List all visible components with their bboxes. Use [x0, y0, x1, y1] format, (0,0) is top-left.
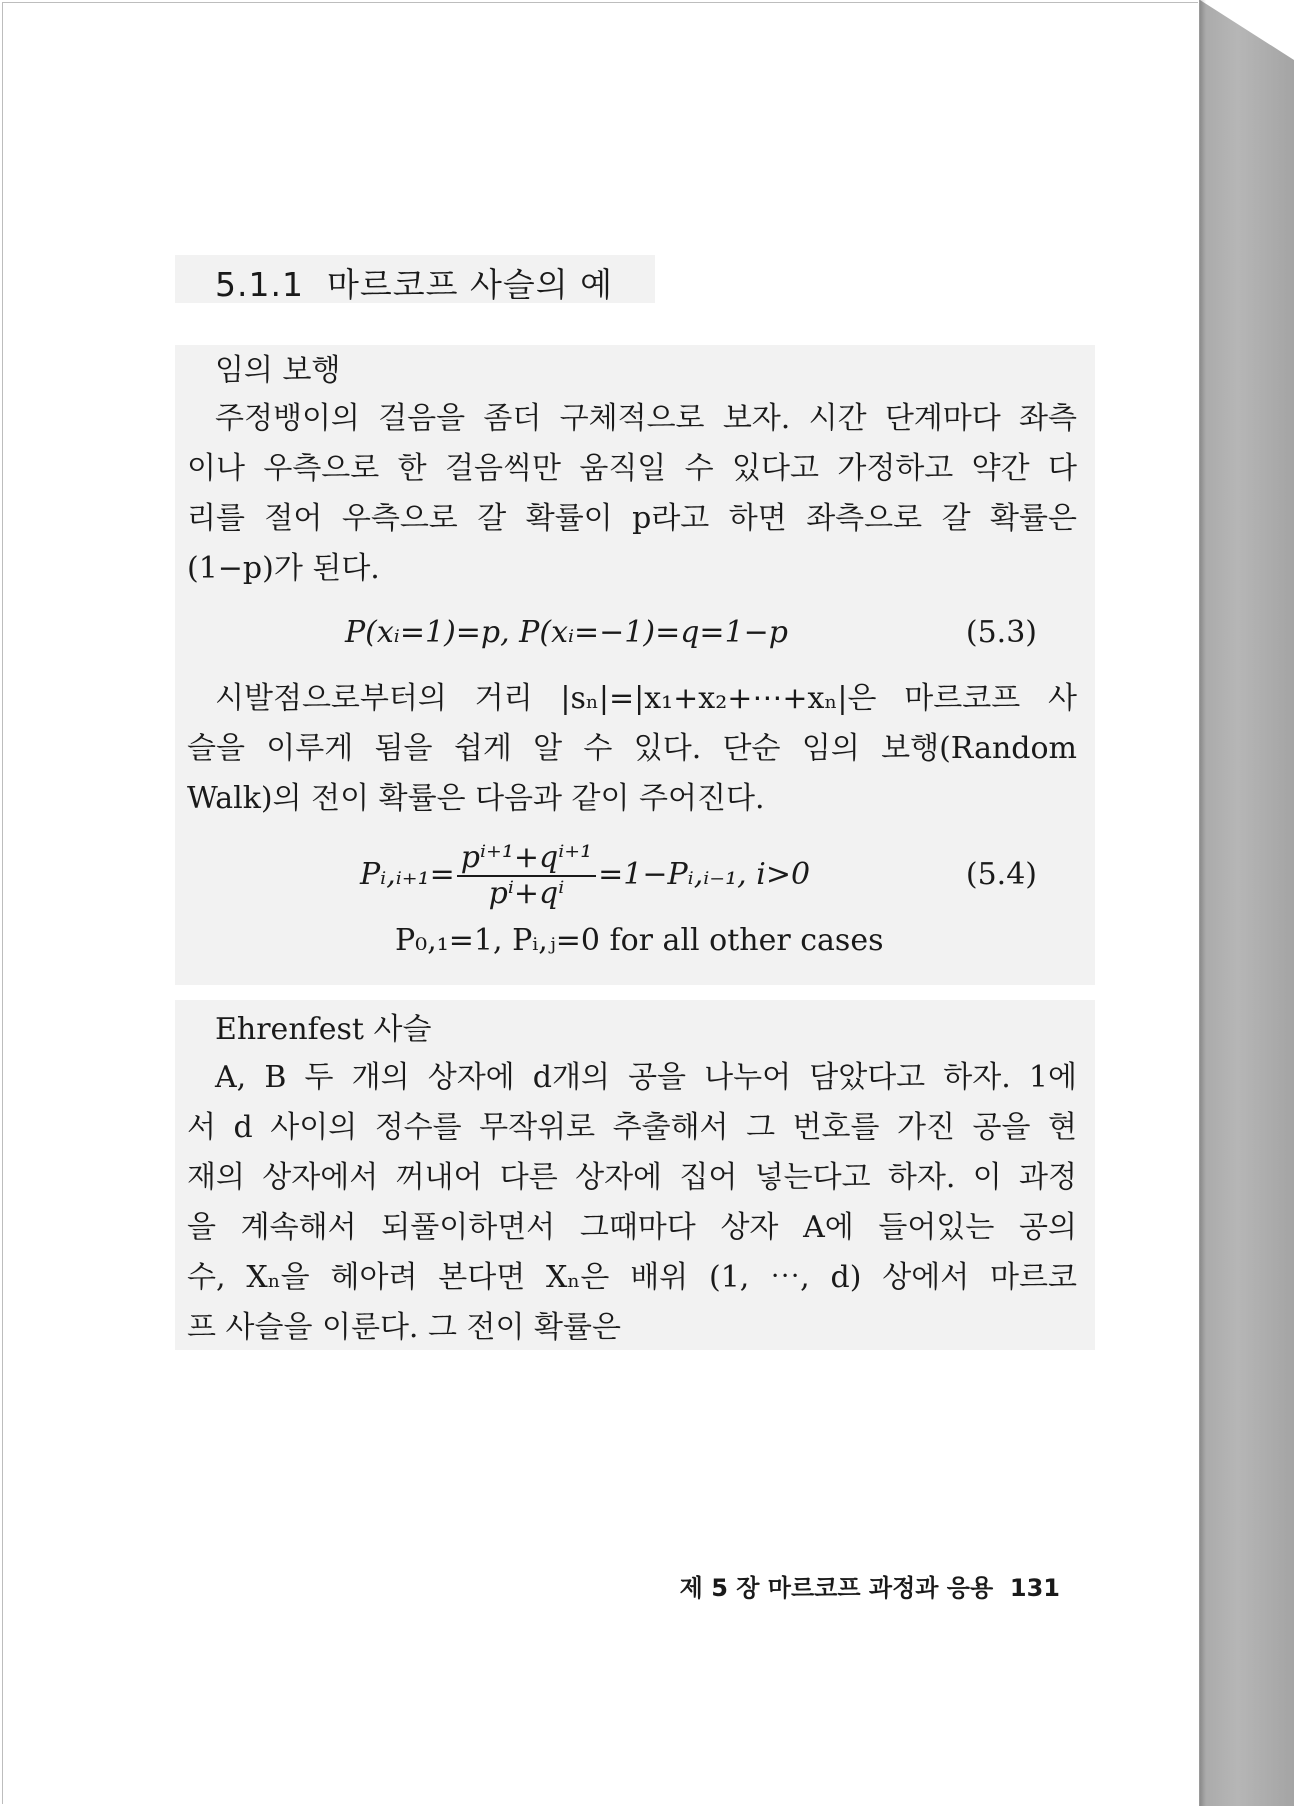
section-number: 5.1.1 [215, 265, 304, 304]
paragraph-line: 주정뱅이의 걸음을 좀더 구체적으로 보자. 시간 단계마다 좌측 [215, 401, 1077, 436]
chapter-title: 제 5 장 마르코프 과정과 응용 [679, 1574, 994, 1602]
equation-boundary [395, 923, 883, 959]
ehrenfest-subtitle: Ehrenfest 사슬 [215, 1012, 432, 1047]
paragraph-line: 프 사슬을 이룬다. 그 전이 확률은 [187, 1310, 621, 1345]
paragraph-line: (1−p)가 된다. [187, 551, 380, 586]
page-edge-top [2, 2, 1198, 3]
equation-text: P₀,₁=1, Pᵢ,ⱼ=0 for all other cases [395, 923, 884, 958]
fraction [457, 841, 596, 911]
paragraph-line: 리를 절어 우측으로 갈 확률이 p라고 하면 좌측으로 갈 확률은 [187, 501, 1077, 536]
paragraph-line: 슬을 이루게 됨을 쉽게 알 수 있다. 단순 임의 보행(Random [187, 731, 1077, 766]
section-title: 마르코프 사슬의 예 [326, 265, 613, 304]
paragraph-line: 수, Xₙ을 헤아려 본다면 Xₙ은 배위 (1, ⋯, d) 상에서 마르코 [187, 1260, 1077, 1295]
paragraph-line: Walk)의 전이 확률은 다음과 같이 주어진다. [187, 781, 765, 816]
equation-lhs: Pᵢ,ᵢ₊₁= [360, 857, 455, 892]
paragraph-line: 서 d 사이의 정수를 무작위로 추출해서 그 번호를 가진 공을 현 [187, 1110, 1077, 1145]
section-heading [215, 259, 613, 306]
equation-number: (5.3) [965, 615, 1037, 650]
book-spine [1200, 0, 1294, 1806]
fraction-denominator: pⁱ+qⁱ [488, 876, 565, 911]
equation-rhs: =1−Pᵢ,ᵢ₋₁, i>0 [598, 857, 811, 892]
ehrenfest-block [175, 1000, 1095, 1350]
equation-5-3 [345, 615, 788, 651]
section-heading-block [175, 255, 655, 303]
equation-number: (5.4) [965, 857, 1037, 892]
paragraph-line: 이나 우측으로 한 걸음씩만 움직일 수 있다고 가정하고 약간 다 [187, 451, 1077, 486]
page-edge-left [2, 2, 3, 1804]
equation-text: P(xᵢ=1)=p, P(xᵢ=−1)=q=1−p [345, 615, 788, 650]
random-walk-block [175, 345, 1095, 985]
spine-shadow [1200, 0, 1206, 1806]
paragraph-line: 재의 상자에서 꺼내어 다른 상자에 집어 넣는다고 하자. 이 과정 [187, 1160, 1077, 1195]
paragraph-line: 시발점으로부터의 거리 |sₙ|=|x₁+x₂+⋯+xₙ|은 마르코프 사 [215, 681, 1077, 716]
random-walk-subtitle: 임의 보행 [215, 353, 341, 388]
page-number: 131 [1009, 1574, 1060, 1602]
equation-5-4 [360, 841, 810, 911]
paragraph-line: A, B 두 개의 상자에 d개의 공을 나누어 담았다고 하자. 1에 [215, 1060, 1077, 1095]
paragraph-line: 을 계속해서 되풀이하면서 그때마다 상자 A에 들어있는 공의 [187, 1210, 1077, 1245]
fraction-numerator: pⁱ⁺¹+qⁱ⁺¹ [457, 841, 596, 877]
page-footer [620, 1568, 1060, 1603]
